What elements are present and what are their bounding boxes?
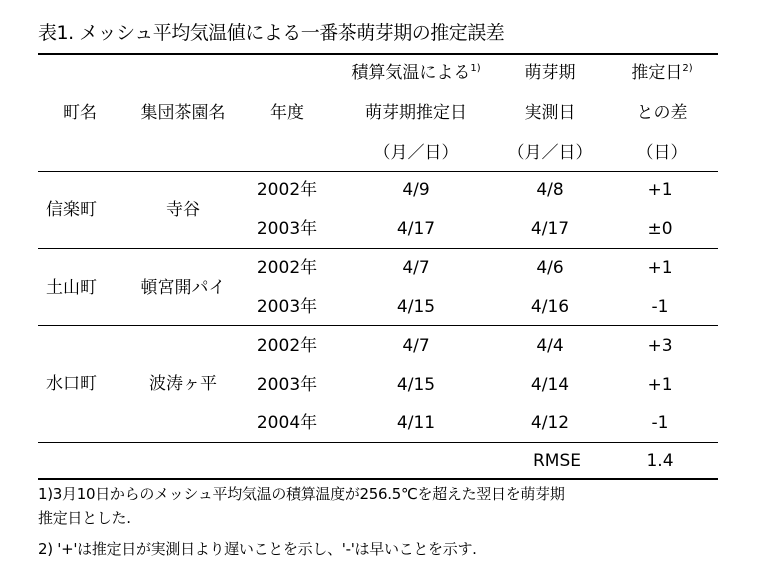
- header-year: 年度: [270, 103, 304, 123]
- group-town: 信楽町: [46, 200, 97, 220]
- group-garden: 波涛ヶ平: [149, 374, 217, 394]
- table-cell-diff: +1: [647, 180, 673, 200]
- table-cell-year: 2003年: [256, 219, 318, 239]
- table-cell-year: 2004年: [256, 413, 318, 433]
- table-cell-actual: 4/12: [530, 413, 570, 433]
- header-actual-line3: （月／日）: [507, 143, 593, 163]
- header-diff-line2: との差: [636, 103, 688, 123]
- header-actual-line2: 実測日: [524, 103, 576, 123]
- header-estimated-line2: 萌芽期推定日: [365, 103, 467, 123]
- table-cell-diff: ±0: [647, 219, 673, 239]
- table-cell-diff: -1: [651, 297, 669, 317]
- rule-group-2: [38, 325, 718, 326]
- rmse-label: RMSE: [532, 451, 582, 471]
- footnote-1-line2: 推定日とした.: [38, 509, 131, 527]
- table-cell-actual: 4/16: [530, 297, 570, 317]
- table-cell-estimated: 4/7: [402, 336, 430, 356]
- footnote-2: 2) '+'は推定日が実測日より遅いことを示し、'-'は早いことを示す.: [38, 540, 477, 558]
- table-cell-estimated: 4/15: [396, 297, 436, 317]
- table-cell-estimated: 4/11: [396, 413, 436, 433]
- header-diff-line3: （日）: [636, 143, 688, 163]
- table-title: 表1. メッシュ平均気温値による一番茶萌芽期の推定誤差: [38, 22, 505, 44]
- rule-group-3: [38, 442, 718, 443]
- group-town: 土山町: [46, 278, 97, 298]
- header-town: 町名: [63, 103, 97, 123]
- rule-bottom: [38, 478, 718, 480]
- rule-header-bottom: [38, 171, 718, 172]
- header-diff-line1: 推定日$^{2)}$: [631, 63, 693, 83]
- header-estimated-line1: 積算気温による$^{1)}$: [351, 63, 481, 83]
- table-cell-diff: +1: [647, 375, 673, 395]
- table-cell-diff: -1: [651, 413, 669, 433]
- table-cell-actual: 4/4: [536, 336, 564, 356]
- rmse-value: 1.4: [646, 451, 674, 471]
- table-cell-diff: +1: [647, 258, 673, 278]
- footnote-1-line1: 1)3月10日からのメッシュ平均気温の積算温度が256.5℃を超えた翌日を萌芽期: [38, 485, 565, 503]
- table-cell-year: 2002年: [256, 336, 318, 356]
- table-cell-year: 2003年: [256, 375, 318, 395]
- table-cell-actual: 4/8: [536, 180, 564, 200]
- table-cell-year: 2002年: [256, 180, 318, 200]
- table-cell-estimated: 4/7: [402, 258, 430, 278]
- header-estimated-line3: （月／日）: [373, 143, 459, 163]
- table-cell-actual: 4/6: [536, 258, 564, 278]
- group-garden: 寺谷: [166, 200, 200, 220]
- rule-group-1: [38, 248, 718, 249]
- table-cell-estimated: 4/17: [396, 219, 436, 239]
- table-cell-diff: +3: [647, 336, 673, 356]
- footnote-marker-1: 1): [470, 63, 481, 74]
- table-cell-actual: 4/17: [530, 219, 570, 239]
- footnote-marker-2: 2): [682, 63, 693, 74]
- table-cell-year: 2002年: [256, 258, 318, 278]
- group-town: 水口町: [46, 374, 97, 394]
- table-cell-estimated: 4/9: [402, 180, 430, 200]
- table-cell-estimated: 4/15: [396, 375, 436, 395]
- group-garden: 頓宮開パイ: [140, 278, 226, 298]
- header-garden: 集団茶園名: [140, 103, 226, 123]
- table-cell-actual: 4/14: [530, 375, 570, 395]
- header-actual-line1: 萌芽期: [524, 63, 576, 83]
- rule-top: [38, 53, 718, 55]
- table-cell-year: 2003年: [256, 297, 318, 317]
